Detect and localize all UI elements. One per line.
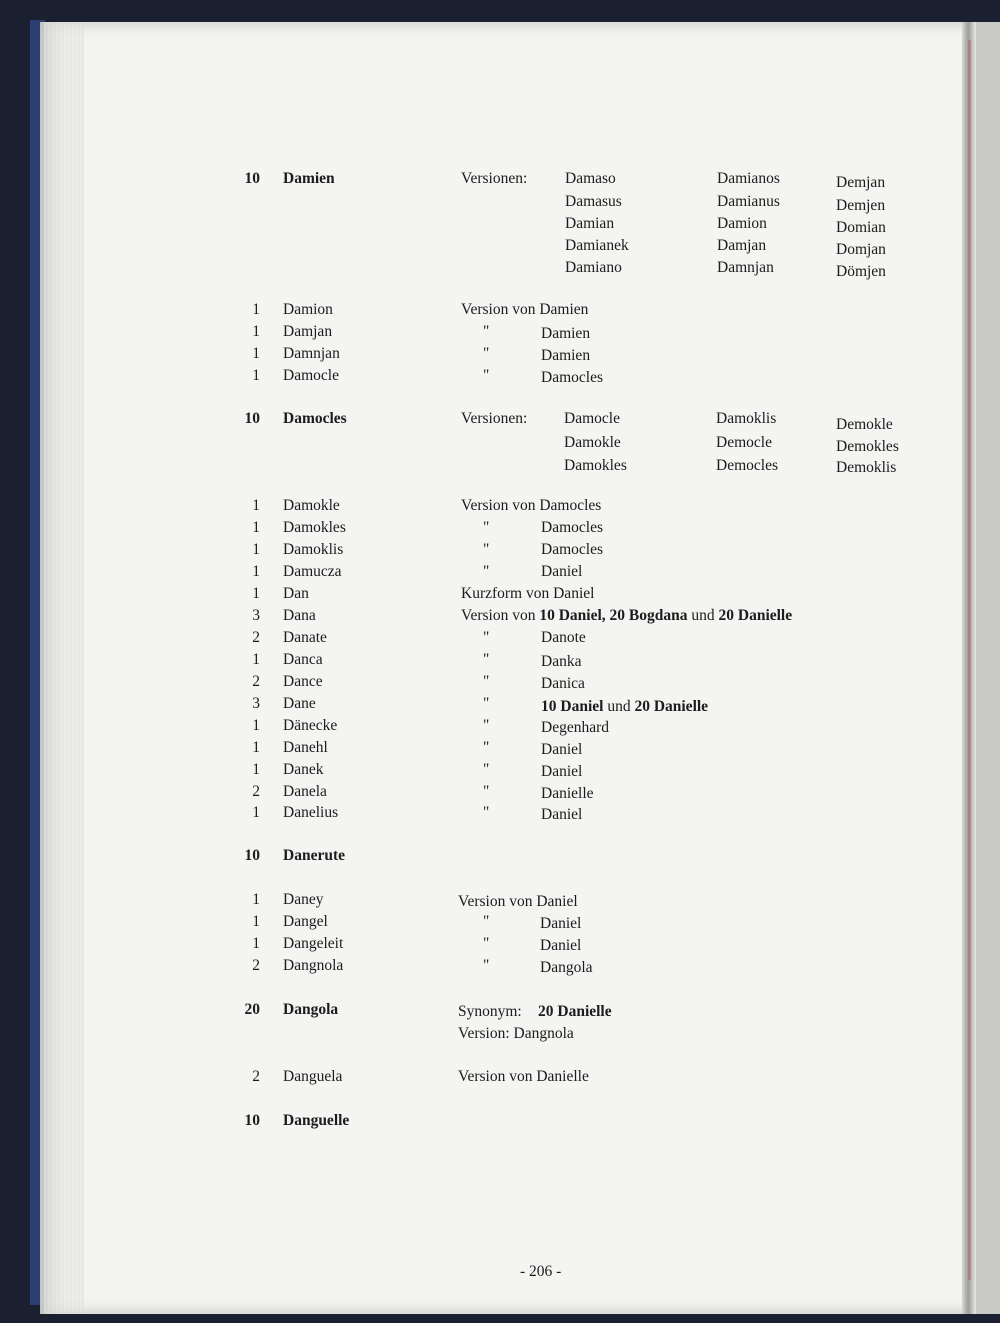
entry-number: 1 bbox=[252, 497, 260, 514]
entry-description: Version von Damocles bbox=[461, 497, 602, 514]
entry-name: Damokles bbox=[283, 519, 346, 536]
entry-number: 3 bbox=[252, 695, 260, 712]
versions-label: Versionen: bbox=[461, 410, 528, 427]
entry-number: 10 bbox=[244, 410, 260, 427]
entry-danerute bbox=[0, 845, 1000, 867]
entry-reference: Daniel bbox=[540, 915, 582, 932]
description-bold-ref: 10 Daniel bbox=[541, 698, 604, 715]
entry-row bbox=[0, 693, 1000, 715]
ditto-mark: " bbox=[483, 673, 490, 690]
entry-number: 1 bbox=[252, 935, 260, 952]
entry-row bbox=[0, 933, 1000, 955]
entry-number: 1 bbox=[252, 519, 260, 536]
entry-name: Danek bbox=[283, 761, 324, 778]
entry-reference: Damocles bbox=[541, 369, 603, 386]
entry-row bbox=[0, 671, 1000, 693]
entry-number: 1 bbox=[252, 761, 260, 778]
version-variant: Dömjen bbox=[836, 263, 886, 280]
entry-danguelle bbox=[0, 1110, 1000, 1132]
version-variant: Damianus bbox=[717, 193, 780, 210]
entry-number: 1 bbox=[252, 804, 260, 821]
entry-name: Danguelle bbox=[283, 1112, 350, 1129]
entry-name: Damucza bbox=[283, 563, 342, 580]
entry-name: Damokle bbox=[283, 497, 340, 514]
entry-number: 1 bbox=[252, 345, 260, 362]
entry-row bbox=[0, 299, 1000, 321]
entry-row bbox=[0, 321, 1000, 343]
description-text: Version von bbox=[461, 607, 540, 624]
entry-name: Danelius bbox=[283, 804, 339, 821]
entry-row bbox=[0, 802, 1000, 824]
version-variant: Damnjan bbox=[717, 259, 774, 276]
entry-reference: Danica bbox=[541, 675, 585, 692]
entry-number: 1 bbox=[252, 323, 260, 340]
entry-description: Kurzform von Daniel bbox=[461, 585, 595, 602]
entry-row bbox=[0, 517, 1000, 539]
entry-row bbox=[0, 955, 1000, 977]
entry-name: Damocles bbox=[283, 410, 347, 427]
entry-number: 1 bbox=[252, 739, 260, 756]
version-variant: Damian bbox=[565, 215, 615, 232]
version-variant: Democles bbox=[716, 457, 778, 474]
ditto-mark: " bbox=[483, 629, 490, 646]
entry-reference: Danka bbox=[541, 653, 582, 670]
ditto-mark: " bbox=[483, 651, 490, 668]
entry-row bbox=[0, 343, 1000, 365]
entry-number: 1 bbox=[252, 913, 260, 930]
entry-number: 3 bbox=[252, 607, 260, 624]
entry-reference: Daniel bbox=[541, 763, 583, 780]
entry-name: Danguela bbox=[283, 1068, 343, 1085]
entry-reference: Daniel bbox=[541, 741, 583, 758]
entry-name: Damion bbox=[283, 301, 333, 318]
entry-reference: Daniel bbox=[541, 806, 583, 823]
entry-description: Version von Daniel bbox=[458, 893, 578, 910]
version-variant: Democle bbox=[716, 434, 772, 451]
entry-name: Danerute bbox=[283, 847, 345, 864]
entry-number: 1 bbox=[252, 563, 260, 580]
entry-name: Daney bbox=[283, 891, 324, 908]
ditto-mark: " bbox=[483, 804, 490, 821]
entry-row bbox=[0, 605, 1000, 627]
entry-name: Dangeleit bbox=[283, 935, 344, 952]
entry-number: 1 bbox=[252, 541, 260, 558]
ditto-mark: " bbox=[483, 519, 490, 536]
entry-row bbox=[0, 715, 1000, 737]
version-variant: Demoklis bbox=[836, 459, 897, 476]
entry-number: 1 bbox=[252, 367, 260, 384]
entry-row bbox=[0, 539, 1000, 561]
entry-danguela bbox=[0, 1066, 1000, 1088]
entry-number: 1 bbox=[252, 301, 260, 318]
entry-reference: Danielle bbox=[541, 785, 594, 802]
version-variant: Damjan bbox=[717, 237, 767, 254]
entry-number: 1 bbox=[252, 891, 260, 908]
entry-name: Danca bbox=[283, 651, 323, 668]
ditto-mark: " bbox=[483, 563, 490, 580]
entry-number: 2 bbox=[252, 957, 260, 974]
entry-row bbox=[0, 649, 1000, 671]
entry-number: 2 bbox=[252, 629, 260, 646]
ditto-mark: " bbox=[483, 935, 490, 952]
entry-number: 2 bbox=[252, 673, 260, 690]
entry-reference: Damocles bbox=[541, 541, 603, 558]
version-variant: Damaso bbox=[565, 170, 616, 187]
entry-row bbox=[0, 495, 1000, 517]
description-bold-ref: 20 Danielle bbox=[634, 698, 709, 715]
entry-name: Danehl bbox=[283, 739, 328, 756]
entry-description: Version von Damien bbox=[461, 301, 589, 318]
version-variant: Domjan bbox=[836, 241, 886, 258]
ditto-mark: " bbox=[483, 761, 490, 778]
ditto-mark: " bbox=[483, 367, 490, 384]
entry-name: Damien bbox=[283, 170, 335, 187]
version-variant: Domian bbox=[836, 219, 886, 236]
entry-row bbox=[0, 737, 1000, 759]
version-variant: Demokles bbox=[836, 438, 899, 455]
entry-name: Damjan bbox=[283, 323, 333, 340]
versions-label: Versionen: bbox=[461, 170, 528, 187]
ditto-mark: " bbox=[483, 323, 490, 340]
description-bold-ref: 20 Danielle bbox=[718, 607, 793, 624]
entry-number: 1 bbox=[252, 651, 260, 668]
entry-row bbox=[0, 583, 1000, 605]
entry-reference: Damien bbox=[541, 325, 591, 342]
entry-row bbox=[0, 889, 1000, 911]
description-bold-ref: 10 Daniel, 20 Bogdana bbox=[539, 607, 688, 624]
synonym-value: 20 Danielle bbox=[538, 1003, 612, 1020]
entry-name: Dana bbox=[283, 607, 316, 624]
version-variant: Damokles bbox=[564, 457, 627, 474]
entry-row bbox=[0, 365, 1000, 387]
entry-reference: Danote bbox=[541, 629, 586, 646]
entry-number: 2 bbox=[252, 783, 260, 800]
entry-reference: Damocles bbox=[541, 519, 603, 536]
version-variant: Demokle bbox=[836, 416, 893, 433]
ditto-mark: " bbox=[483, 541, 490, 558]
entry-number: 10 bbox=[244, 847, 260, 864]
entry-row bbox=[0, 561, 1000, 583]
synonym-label: Synonym: bbox=[458, 1003, 522, 1020]
entry-number: 2 bbox=[252, 1068, 260, 1085]
entry-reference: Daniel bbox=[541, 563, 583, 580]
entry-name: Damocle bbox=[283, 367, 339, 384]
description-text: und bbox=[687, 607, 719, 624]
entry-row bbox=[0, 627, 1000, 649]
version-variant: Damokle bbox=[564, 434, 621, 451]
entry-row bbox=[0, 911, 1000, 933]
entry-description bbox=[461, 605, 792, 627]
entry-number: 1 bbox=[252, 585, 260, 602]
ditto-mark: " bbox=[483, 957, 490, 974]
version-variant: Damianos bbox=[717, 170, 780, 187]
version-variant: Demjan bbox=[836, 174, 886, 191]
entry-name: Dane bbox=[283, 695, 316, 712]
version-note: Version: Dangnola bbox=[458, 1025, 574, 1042]
entry-number: 10 bbox=[244, 1112, 260, 1129]
entry-reference: Degenhard bbox=[541, 719, 609, 736]
version-variant: Damocle bbox=[564, 410, 620, 427]
version-variant: Damianek bbox=[565, 237, 629, 254]
version-variant: Damiano bbox=[565, 259, 622, 276]
ditto-mark: " bbox=[483, 913, 490, 930]
entry-name: Dance bbox=[283, 673, 323, 690]
entry-number: 20 bbox=[244, 1001, 260, 1018]
entry-number: 1 bbox=[252, 717, 260, 734]
ditto-mark: " bbox=[483, 695, 490, 712]
description-text: und bbox=[603, 698, 635, 715]
entry-row bbox=[0, 781, 1000, 803]
entry-name: Dangel bbox=[283, 913, 328, 930]
ditto-mark: " bbox=[483, 739, 490, 756]
ditto-mark: " bbox=[483, 783, 490, 800]
entry-reference: Damien bbox=[541, 347, 591, 364]
version-variant: Demjen bbox=[836, 197, 886, 214]
ditto-mark: " bbox=[483, 717, 490, 734]
entry-name: Dänecke bbox=[283, 717, 338, 734]
entry-name: Danate bbox=[283, 629, 327, 646]
entry-name: Dan bbox=[283, 585, 309, 602]
entry-name: Damnjan bbox=[283, 345, 340, 362]
entry-name: Dangnola bbox=[283, 957, 344, 974]
entry-reference: Dangola bbox=[540, 959, 593, 976]
version-variant: Damasus bbox=[565, 193, 622, 210]
entry-description: Version von Danielle bbox=[458, 1068, 589, 1085]
page-number: - 206 - bbox=[520, 1263, 562, 1280]
entry-name: Damoklis bbox=[283, 541, 344, 558]
entry-row bbox=[0, 759, 1000, 781]
entry-reference: Daniel bbox=[540, 937, 582, 954]
version-variant: Damion bbox=[717, 215, 767, 232]
entry-name: Danela bbox=[283, 783, 327, 800]
version-variant: Damoklis bbox=[716, 410, 777, 427]
entry-name: Dangola bbox=[283, 1001, 339, 1018]
entry-number: 10 bbox=[244, 170, 260, 187]
ditto-mark: " bbox=[483, 345, 490, 362]
